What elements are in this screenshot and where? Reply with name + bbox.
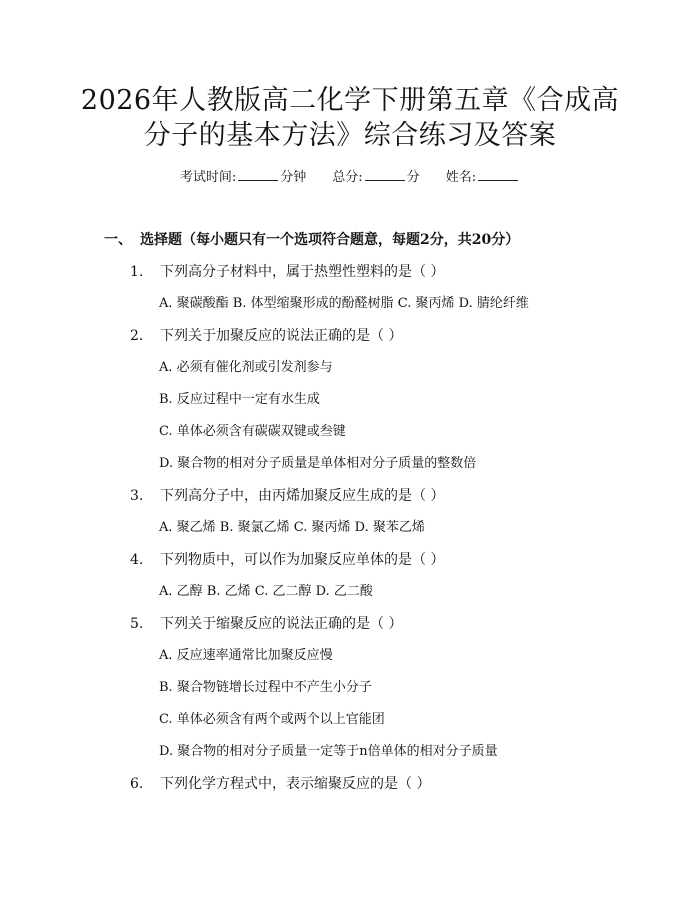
name-label: 姓名: <box>445 170 477 185</box>
question-options: A. 乙醇 B. 乙烯 C. 乙二醇 D. 乙二酸 <box>159 584 373 599</box>
section-heading <box>104 230 519 250</box>
question-number: 3. <box>130 488 144 504</box>
question-number: 1. <box>130 264 144 280</box>
option-d: D. 聚合物的相对分子质量是单体相对分子质量的整数倍 <box>159 456 477 471</box>
question-number: 6. <box>130 776 144 792</box>
option-b: B. 聚合物链增长过程中不产生小分子 <box>159 680 372 695</box>
exam-meta-line <box>0 168 700 188</box>
option-a: A. 反应速率通常比加聚反应慢 <box>159 648 333 663</box>
question-number: 5. <box>130 616 144 632</box>
section-number: 一、 <box>104 232 132 248</box>
question-stem <box>130 550 444 570</box>
time-label: 考试时间: <box>179 170 237 185</box>
question-number: 4. <box>130 552 144 568</box>
option-b: B. 反应过程中一定有水生成 <box>159 392 320 407</box>
question-number: 2. <box>130 328 144 344</box>
question-text: 下列高分子中，由丙烯加聚反应生成的是（ ） <box>160 488 445 504</box>
score-blank[interactable] <box>365 168 405 181</box>
question-text: 下列关于加聚反应的说法正确的是（ ） <box>160 328 403 344</box>
section-title: 选择题（每小题只有一个选项符合题意，每题2分，共20分） <box>140 232 520 248</box>
question-text: 下列高分子材料中，属于热塑性塑料的是（ ） <box>160 264 445 280</box>
question-options: A. 聚乙烯 B. 聚氯乙烯 C. 聚丙烯 D. 聚苯乙烯 <box>159 520 425 535</box>
document-title-line-1: 2026年人教版高二化学下册第五章《合成高 <box>80 85 620 116</box>
option-a: A. 必须有催化剂或引发剂参与 <box>159 360 333 375</box>
question-options: A. 聚碳酸酯 B. 体型缩聚形成的酚醛树脂 C. 聚丙烯 D. 腈纶纤维 <box>159 296 529 311</box>
option-d: D. 聚合物的相对分子质量一定等于n倍单体的相对分子质量 <box>159 744 498 759</box>
score-label: 总分: <box>332 170 363 185</box>
question-text: 下列关于缩聚反应的说法正确的是（ ） <box>160 616 403 632</box>
question-stem <box>130 262 444 282</box>
option-c: C. 单体必须含有碳碳双键或叁键 <box>159 424 346 439</box>
question-stem <box>130 774 430 794</box>
option-c: C. 单体必须含有两个或两个以上官能团 <box>159 712 385 727</box>
document-title-line-2: 分子的基本方法》综合练习及答案 <box>143 120 557 151</box>
score-unit: 分 <box>406 170 420 185</box>
question-stem <box>130 486 444 506</box>
question-stem <box>130 614 402 634</box>
name-blank[interactable] <box>478 168 518 181</box>
time-unit: 分钟 <box>280 170 307 185</box>
question-text: 下列物质中，可以作为加聚反应单体的是（ ） <box>160 552 445 568</box>
question-stem <box>130 326 402 346</box>
question-text: 下列化学方程式中，表示缩聚反应的是（ ） <box>160 776 431 792</box>
time-blank[interactable] <box>238 168 278 181</box>
